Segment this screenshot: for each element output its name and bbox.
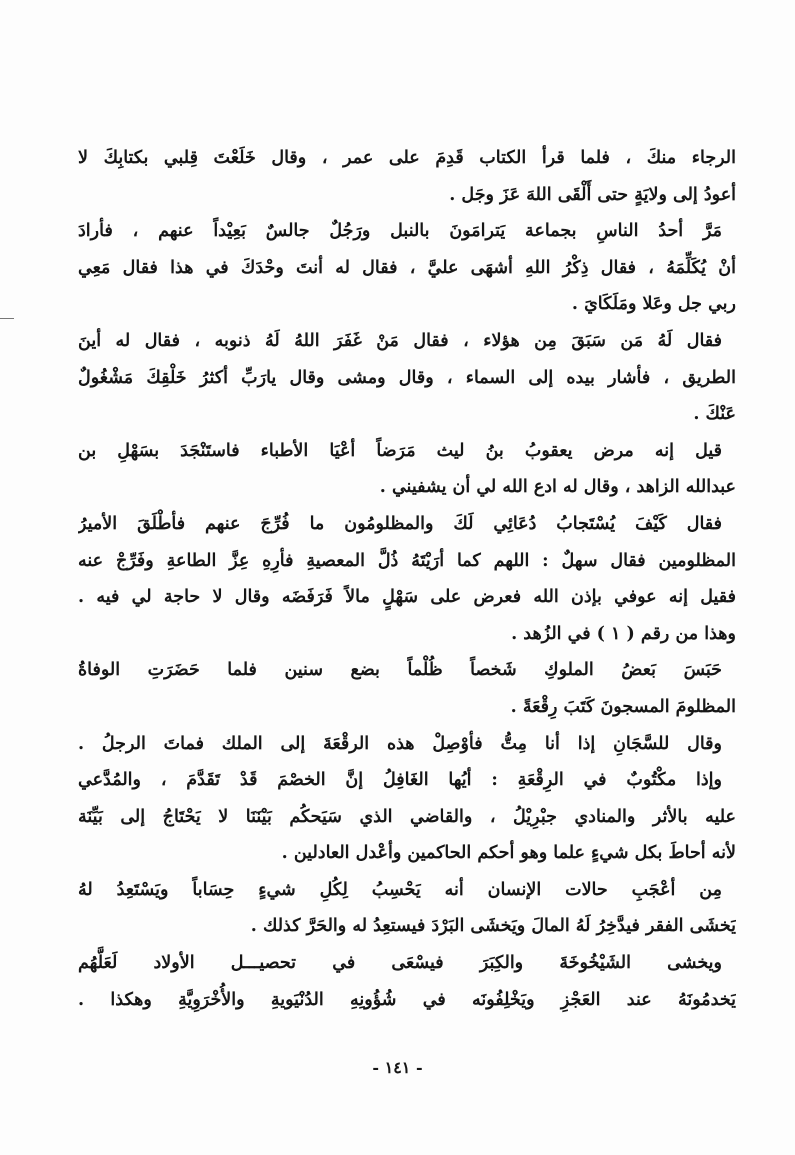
text-line: أنْ يُكَلِّمَهُ ، فقال ذِكْرُ اللهِ أشهَى عليَّ ، فقال له أنتَ وحْدَكَ في هذا فقال مَعِي: [78, 257, 736, 278]
text-line: عَنْكَ .: [693, 404, 736, 425]
text-line: عليه بالأثر والمنادي جبْرِيْلُ ، والقاضي الذي سَيَحكُم بَيْنَنَا لا يَحْتَاجُ إلى بَيِّنَة: [78, 806, 736, 827]
text-line: فقال لَهُ مَن سَبَقَ مِن هؤلاء ، فقال مَنْ غَفَرَ اللهُ لَهُ ذنوبه ، فقال له أينَ: [78, 330, 722, 351]
body-text: [78, 140, 736, 1018]
text-line: مِن أعْجَبِ حالات الإنسان أنه يَحْسِبُ لِكُلِ شيءٍ حِسَاباً ويَسْتَعِدُ لهُ: [78, 879, 722, 900]
text-line: فقال كَيْفَ يُسْتَجابُ دُعَائِي لَكَ والمظلومُون ما فُرِّجَ عنهم فأطْلَقَ الأميرُ: [78, 513, 722, 534]
text-line: الرجاء منكَ ، فلما قرأ الكتاب قَدِمَ على عمر ، وقال خَلَعْتَ قِلبي بكتابِكَ لا: [78, 148, 736, 168]
text-line: وقال للسَّجَانِ إذا أنا مِتُّ فأوْصِلْ هذه الرقْعَةَ إلى الملك فماتَ الرجلُ .: [78, 733, 722, 754]
text-line: مَرَّ أحدُ الناسِ بجماعة يَترامَونَ بالنبل ورَجُلٌ جالسٌ بَعِيْداً عنهم ، فأرادَ: [78, 221, 722, 242]
text-line: ويخشى الشَيْخُوخَةَ والكِبَرَ فيسْعَى في تحصيـــل الأولاد لَعَلَّهُم: [78, 953, 722, 974]
text-line: لأنه أحاطَ بكل شيءٍ علما وهو أحكم الحاكمين وأعْدل العادلين .: [281, 843, 736, 864]
text-line: عبدالله الزاهد ، وقال له ادع الله لي أن يشفيني .: [379, 477, 736, 498]
text-line: يَخدمُونَهُ عند العَجْزِ ويَخْلِفُونَه في شُؤُونِهِ الدُنْيَويةِ والأُخْرَوِيَّةِ وهكذا .: [78, 989, 736, 1010]
text-line: قيل إنه مرض يعقوبُ بنُ ليث مَرَضاً أعْيَا الأطباء فاستَنْجَدَ بسَهْلِ بن: [78, 440, 722, 461]
text-line: حَبَسَ بَعضُ الملوكِ شَخصاً ظُلْماً بضع سنين فلما حَضَرَتِ الوفاةُ: [78, 660, 722, 681]
text-line: ربي جل وعَلا ومَلَكَايَ .: [571, 294, 736, 315]
text-line: المظلومين فقال سهلٌ : اللهم كما أرَيْتَهُ ذُلَّ المعصيةِ فأرِهِ عِزَّ الطاعةِ وفَرِّجْ عنه: [78, 550, 736, 571]
text-line: الطريق ، فأشار بيده إلى السماء ، وقال ومشى وقال يارَبِّ أكثرُ خَلْقِكَ مَشْغُولٌ: [78, 367, 736, 388]
text-line: المظلومَ المسجونَ كَتَبَ رِقْعَةً .: [510, 696, 736, 717]
text-line: يَخشَى الفقر فيدَّخِرُ لَهُ المالَ ويَخشَى البَرْدَ فيستعِدُ له والحَرَّ كذلك .: [250, 916, 736, 937]
page-number: - ١٤١ -: [372, 1058, 423, 1077]
text-line: أعودُ إلى ولايَةٍ حتى أَلْقَى اللهَ عَزَ وجَل .: [449, 184, 736, 205]
text-line: وإذا مكْتُوبٌ في الرِقْعَةِ : أيُها الغَافِلُ إنَّ الخصْمَ قَدْ تَقَدَّمَ ، والمُدَّعي: [78, 770, 722, 791]
text-line: وهذا من رقم ( ١ ) في الزُهد .: [511, 623, 736, 644]
text-line: فقيل إنه عوفي بإذن الله فعرض على سَهْلٍ مالاً فَرَفَضَه وقال لا حاجة لي فيه .: [78, 587, 736, 608]
margin-mark: [0, 318, 14, 319]
